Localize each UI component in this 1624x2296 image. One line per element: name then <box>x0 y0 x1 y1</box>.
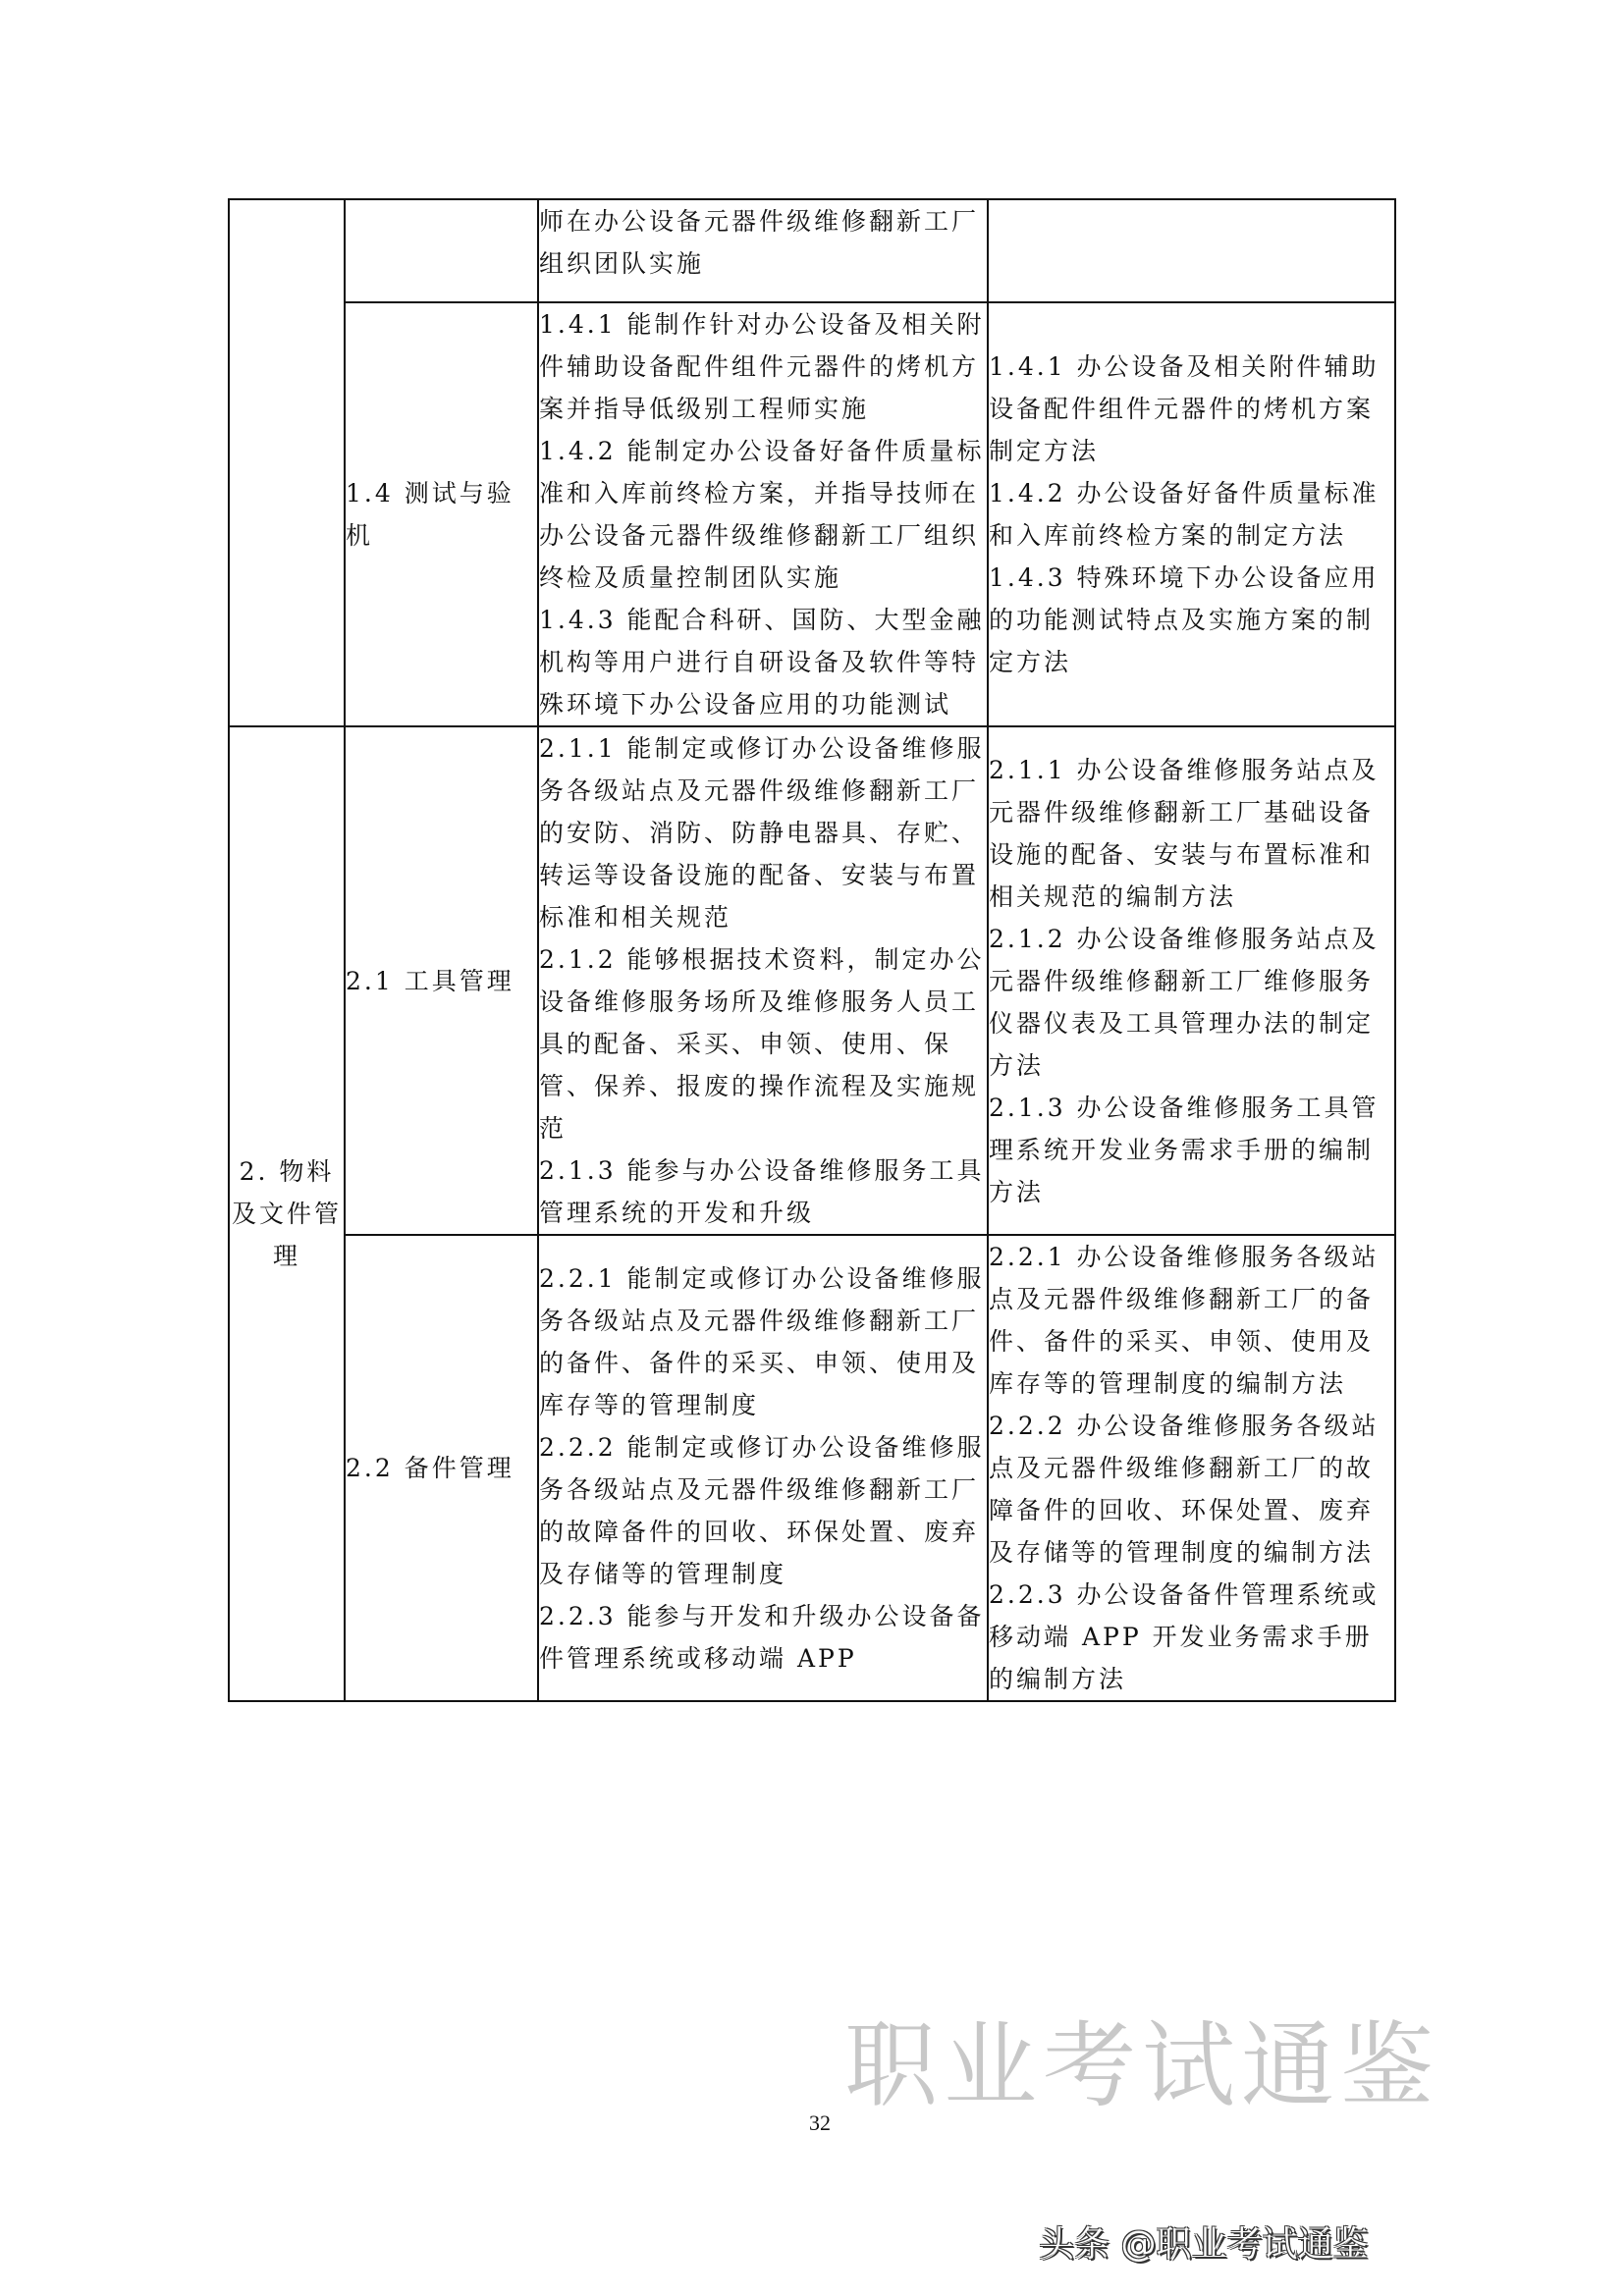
skills-cell <box>538 302 988 726</box>
knowledge-text: 1.4.3 特殊环境下办公设备应用的功能测试特点及实施方案的制定方法 <box>989 563 1380 676</box>
source-credit: 头条 @职业考试通鉴 <box>1039 2224 1369 2265</box>
item-cell <box>345 726 538 1235</box>
skill-text: 1.4.2 能制定办公设备好备件质量标准和入库前终检方案，并指导技师在办公设备元器件级维修翻新工厂组织终检及质量控制团队实施 <box>539 437 985 592</box>
knowledge-text: 2.1.1 办公设备维修服务站点及元器件级维修翻新工厂基础设备设施的配备、安装与布置标准和相关规范的编制方法 <box>989 755 1380 911</box>
item-label: 2.2 备件管理 <box>346 1454 514 1482</box>
table-row <box>229 302 1395 726</box>
skill-text: 2.1.2 能够根据技术资料，制定办公设备维修服务场所及维修服务人员工具的配备、采买、申领、使用、保管、保养、报废的操作流程及实施规范 <box>539 945 985 1143</box>
table-row <box>229 199 1395 302</box>
skill-text: 2.1.3 能参与办公设备维修服务工具管理系统的开发和升级 <box>539 1156 985 1227</box>
skills-cell <box>538 1235 988 1701</box>
table-row <box>229 1235 1395 1701</box>
unit-cell <box>229 726 345 1701</box>
page-number: 32 <box>809 2110 831 2135</box>
unit-cell <box>229 199 345 726</box>
knowledge-cell <box>988 302 1395 726</box>
knowledge-text: 2.1.2 办公设备维修服务站点及元器件级维修翻新工厂维修服务仪器仪表及工具管理办法的制定方法 <box>989 924 1380 1080</box>
watermark: 职业考试通鉴 <box>844 2012 1440 2120</box>
knowledge-cell <box>988 726 1395 1235</box>
knowledge-cell <box>988 199 1395 302</box>
item-cell <box>345 1235 538 1701</box>
item-label: 1.4 测试与验机 <box>346 479 514 550</box>
knowledge-text: 2.2.1 办公设备维修服务各级站点及元器件级维修翻新工厂的备件、备件的采买、申领、使用及库存等的管理制度的编制方法 <box>989 1243 1380 1398</box>
knowledge-text: 2.2.3 办公设备备件管理系统或移动端 APP 开发业务需求手册的编制方法 <box>989 1580 1380 1693</box>
table-row <box>229 726 1395 1235</box>
unit-label: 2. 物料及文件管理 <box>231 1157 342 1270</box>
item-cell <box>345 199 538 302</box>
knowledge-text: 1.4.2 办公设备好备件质量标准和入库前终检方案的制定方法 <box>989 479 1380 550</box>
standards-table <box>228 198 1396 1702</box>
skill-text: 1.4.3 能配合科研、国防、大型金融机构等用户进行自研设备及软件等特殊环境下办公设备应用的功能测试 <box>539 606 985 719</box>
skill-text: 2.2.3 能参与开发和升级办公设备备件管理系统或移动端 APP <box>539 1601 985 1673</box>
knowledge-text: 1.4.1 办公设备及相关附件辅助设备配件组件元器件的烤机方案制定方法 <box>989 352 1380 465</box>
skill-text: 师在办公设备元器件级维修翻新工厂组织团队实施 <box>539 207 980 278</box>
knowledge-text: 2.1.3 办公设备维修服务工具管理系统开发业务需求手册的编制方法 <box>989 1093 1380 1206</box>
skill-text: 2.2.1 能制定或修订办公设备维修服务各级站点及元器件级维修翻新工厂的备件、备件的采买、申领、使用及库存等的管理制度 <box>539 1263 985 1419</box>
skills-cell <box>538 726 988 1235</box>
item-label: 2.1 工具管理 <box>346 966 514 995</box>
knowledge-cell <box>988 1235 1395 1701</box>
skill-text: 2.1.1 能制定或修订办公设备维修服务各级站点及元器件级维修翻新工厂的安防、消防、防静电器具、存贮、转运等设备设施的配备、安装与布置标准和相关规范 <box>539 734 985 932</box>
skill-text: 1.4.1 能制作针对办公设备及相关附件辅助设备配件组件元器件的烤机方案并指导低级别工程师实施 <box>539 310 985 423</box>
skill-text: 2.2.2 能制定或修订办公设备维修服务各级站点及元器件级维修翻新工厂的故障备件的回收、环保处置、废弃及存储等的管理制度 <box>539 1432 985 1588</box>
knowledge-text: 2.2.2 办公设备维修服务各级站点及元器件级维修翻新工厂的故障备件的回收、环保处置、废弃及存储等的管理制度的编制方法 <box>989 1412 1380 1567</box>
item-cell <box>345 302 538 726</box>
skills-cell <box>538 199 988 302</box>
